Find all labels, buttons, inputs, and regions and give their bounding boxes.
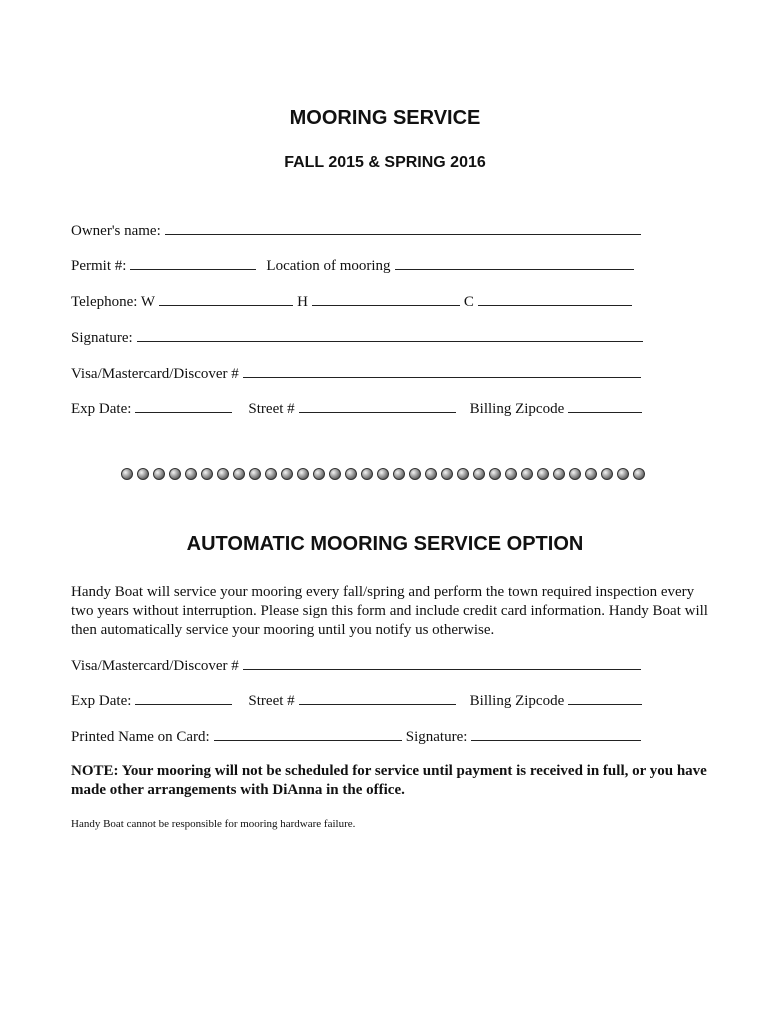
bullet-icon	[569, 468, 581, 480]
telephone-c-label: C	[463, 294, 474, 310]
page-subtitle: FALL 2015 & SPRING 2016	[284, 154, 486, 171]
bullet-icon	[553, 468, 565, 480]
billing-zip-label: Billing Zipcode	[469, 401, 565, 417]
bullet-icon	[297, 468, 309, 480]
signature-row	[71, 327, 643, 347]
permit-label: Permit #:	[71, 258, 127, 274]
bullet-icon	[441, 468, 453, 480]
bullet-icon	[505, 468, 517, 480]
billing-zip-field[interactable]	[568, 398, 642, 413]
telephone-c-field[interactable]	[478, 291, 632, 306]
bullet-icon	[633, 468, 645, 480]
bullet-icon	[537, 468, 549, 480]
auto-exp-date-label: Exp Date:	[71, 693, 132, 709]
bullet-icon	[121, 468, 133, 480]
permit-row	[71, 255, 634, 275]
auto-card-field[interactable]	[243, 655, 641, 670]
permit-field[interactable]	[130, 255, 256, 270]
bullet-icon	[473, 468, 485, 480]
auto-street-field[interactable]	[299, 690, 456, 705]
bullet-icon	[313, 468, 325, 480]
signature-field[interactable]	[137, 327, 643, 342]
bullet-icon	[201, 468, 213, 480]
telephone-w-field[interactable]	[159, 291, 293, 306]
bullet-icon	[137, 468, 149, 480]
bullet-icon	[617, 468, 629, 480]
owners-name-row	[71, 220, 641, 240]
street-label: Street #	[248, 401, 295, 417]
auto-billing-zip-field[interactable]	[568, 690, 642, 705]
payment-note: NOTE: Your mooring will not be scheduled for service until payment is received in full, or you have made other arrangements with DiAnna in the office.	[71, 763, 707, 798]
bullet-icon	[265, 468, 277, 480]
exp-date-label: Exp Date:	[71, 401, 132, 417]
bullet-icon	[169, 468, 181, 480]
auto-signature-label: Signature:	[405, 729, 468, 745]
auto-signature-field[interactable]	[471, 726, 641, 741]
billing-row	[71, 398, 642, 418]
telephone-h-label: H	[297, 294, 308, 310]
bullet-icon	[361, 468, 373, 480]
telephone-row	[71, 291, 632, 311]
bullet-icon	[233, 468, 245, 480]
signature-label: Signature:	[71, 330, 133, 346]
bullet-icon	[377, 468, 389, 480]
printed-name-label: Printed Name on Card:	[71, 729, 210, 745]
bullet-divider	[121, 468, 645, 480]
card-field[interactable]	[243, 363, 641, 378]
bullet-icon	[393, 468, 405, 480]
owners-name-field[interactable]	[165, 220, 641, 235]
bullet-icon	[601, 468, 613, 480]
bullet-icon	[489, 468, 501, 480]
auto-billing-zip-label: Billing Zipcode	[469, 693, 565, 709]
auto-card-row	[71, 655, 641, 675]
disclaimer-text: Handy Boat cannot be responsible for mooring hardware failure.	[71, 818, 356, 830]
bullet-icon	[521, 468, 533, 480]
printed-name-field[interactable]	[214, 726, 402, 741]
telephone-h-field[interactable]	[312, 291, 460, 306]
bullet-icon	[585, 468, 597, 480]
card-label: Visa/Mastercard/Discover #	[71, 366, 239, 382]
bullet-icon	[153, 468, 165, 480]
location-field[interactable]	[395, 255, 634, 270]
bullet-icon	[249, 468, 261, 480]
auto-street-label: Street #	[248, 693, 295, 709]
bullet-icon	[329, 468, 341, 480]
bullet-icon	[217, 468, 229, 480]
printed-name-row	[71, 726, 641, 746]
street-field[interactable]	[299, 398, 456, 413]
bullet-icon	[345, 468, 357, 480]
bullet-icon	[425, 468, 437, 480]
automatic-description: Handy Boat will service your mooring every fall/spring and perform the town required inspection every two years without interruption. Please sign this form and include credit card information. Handy Boat will then automatically service your mooring until you notify us otherwise.	[71, 584, 708, 638]
bullet-icon	[409, 468, 421, 480]
auto-billing-row	[71, 690, 642, 710]
bullet-icon	[185, 468, 197, 480]
page-title: MOORING SERVICE	[289, 107, 481, 129]
card-row	[71, 363, 641, 383]
auto-card-label: Visa/Mastercard/Discover #	[71, 658, 239, 674]
auto-exp-date-field[interactable]	[135, 690, 232, 705]
telephone-w-label: Telephone: W	[71, 294, 156, 310]
automatic-option-title: AUTOMATIC MOORING SERVICE OPTION	[186, 533, 584, 555]
exp-date-field[interactable]	[135, 398, 232, 413]
location-label: Location of mooring	[266, 258, 391, 274]
bullet-icon	[457, 468, 469, 480]
bullet-icon	[281, 468, 293, 480]
owners-name-label: Owner's name:	[71, 223, 161, 239]
